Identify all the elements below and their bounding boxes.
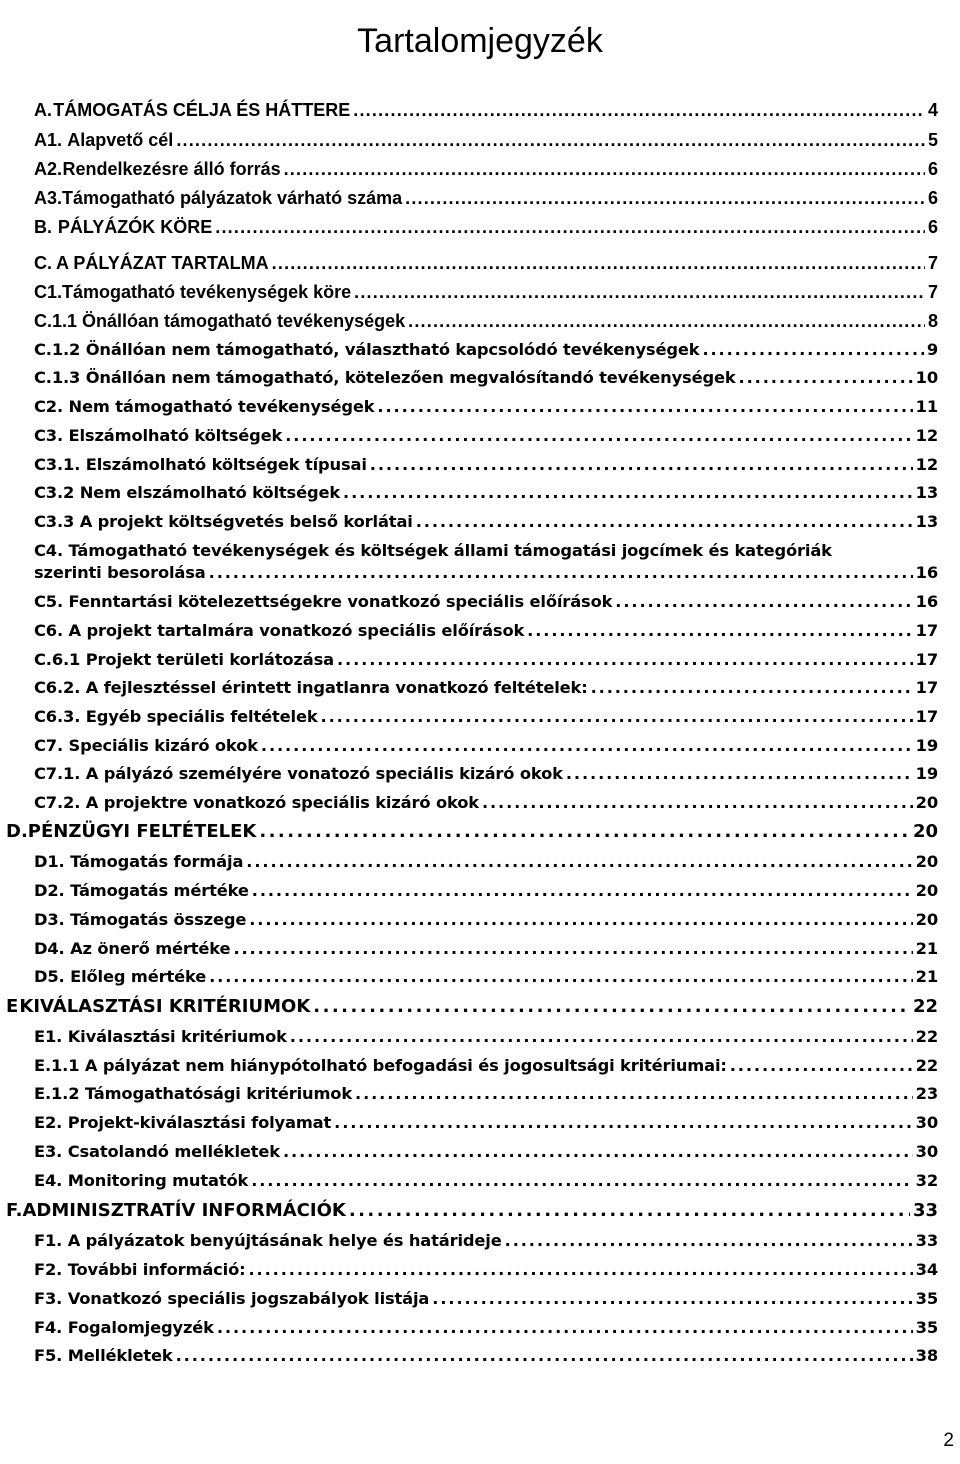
toc-entry[interactable] bbox=[34, 216, 938, 238]
toc-entry-label: Támogatható pályázatok várható száma bbox=[62, 188, 403, 208]
toc-entry-label: D4. Az önerő mértéke bbox=[34, 939, 231, 958]
toc-entry-number: A1. bbox=[34, 130, 63, 150]
toc-entry-number: C. bbox=[34, 253, 52, 273]
toc-entry-label: F4. Fogalomjegyzék bbox=[34, 1318, 214, 1337]
toc-entry-page: 20 bbox=[915, 881, 938, 900]
toc-entry-number: D. bbox=[6, 821, 28, 842]
toc-entry-label-continued: szerinti besorolása bbox=[34, 563, 206, 582]
toc-leader-dots bbox=[405, 187, 925, 209]
toc-entry-page: 20 bbox=[912, 821, 938, 842]
toc-entry[interactable] bbox=[34, 511, 938, 533]
toc-entry[interactable] bbox=[34, 792, 938, 814]
toc-leader-dots bbox=[615, 591, 912, 613]
toc-entry[interactable] bbox=[6, 1200, 938, 1222]
toc-entry[interactable] bbox=[34, 425, 938, 447]
toc-leader-dots bbox=[377, 396, 912, 418]
toc-entry[interactable] bbox=[34, 1026, 938, 1048]
toc-entry-page: 38 bbox=[915, 1346, 938, 1365]
toc-entry-label: Támogatható tevékenységek köre bbox=[62, 282, 352, 302]
toc-leader-dots bbox=[252, 880, 913, 902]
toc-entry-page: 20 bbox=[915, 910, 938, 929]
toc-entry-page: 35 bbox=[915, 1289, 938, 1308]
toc-entry-label: C.1.2 Önállóan nem támogatható, választható kapcsolódó tevékenységek bbox=[34, 340, 700, 359]
toc-entry-number: B. bbox=[34, 217, 52, 237]
toc-entry-page: 17 bbox=[915, 650, 938, 669]
toc-entry-label: C3.1. Elszámolható költségek típusai bbox=[34, 455, 367, 474]
toc-entry-page: 6 bbox=[927, 217, 938, 237]
toc-entry-label: C2. Nem támogatható tevékenységek bbox=[34, 397, 375, 416]
toc-leader-dots bbox=[209, 966, 913, 988]
toc-entry[interactable] bbox=[34, 1083, 938, 1105]
toc-entry-page: 16 bbox=[915, 563, 938, 582]
toc-leader-dots bbox=[343, 482, 913, 504]
toc-entry-page: 6 bbox=[927, 188, 938, 208]
toc-leader-dots bbox=[416, 511, 913, 533]
toc-entry-page: 22 bbox=[912, 996, 938, 1017]
toc-entry[interactable] bbox=[34, 1112, 938, 1134]
toc-entry-label: PÉNZÜGYI FELTÉTELEK bbox=[27, 821, 257, 842]
toc-entry-label: E2. Projekt-kiválasztási folyamat bbox=[34, 1113, 332, 1132]
toc-entry[interactable] bbox=[34, 851, 938, 873]
toc-entry-page: 11 bbox=[915, 397, 938, 416]
toc-entry[interactable] bbox=[34, 339, 938, 361]
toc-entry[interactable] bbox=[34, 706, 938, 728]
toc-leader-dots bbox=[217, 1317, 913, 1339]
toc-entry-page: 30 bbox=[915, 1142, 938, 1161]
toc-entry-label: C.1.1 Önállóan támogatható tevékenységek bbox=[34, 311, 406, 331]
toc-entry-number: A2. bbox=[34, 159, 63, 179]
toc-leader-dots bbox=[354, 281, 925, 303]
toc-leader-dots bbox=[432, 1288, 912, 1310]
toc-entry-label: C7.1. A pályázó személyére vonatozó speciális kizáró okok bbox=[34, 764, 563, 783]
toc-entry-label: C6. A projekt tartalmára vonatkozó speciális előírások bbox=[34, 621, 525, 640]
toc-entry-number: F. bbox=[6, 1200, 23, 1221]
toc-entry-label: D3. Támogatás összege bbox=[34, 910, 247, 929]
toc-entry-label: Rendelkezésre álló forrás bbox=[62, 159, 281, 179]
toc-entry-label: F1. A pályázatok benyújtásának helye és határideje bbox=[34, 1231, 502, 1250]
toc-entry-label: C5. Fenntartási kötelezettségekre vonatkozó speciális előírások bbox=[34, 592, 613, 611]
toc-entry-label: E3. Csatolandó mellékletek bbox=[34, 1142, 280, 1161]
toc-entry-page: 5 bbox=[927, 130, 938, 150]
toc-entry[interactable] bbox=[34, 129, 938, 151]
toc-leader-dots bbox=[730, 1055, 913, 1077]
toc-leader-dots bbox=[285, 425, 912, 447]
toc-leader-dots bbox=[313, 996, 910, 1018]
toc-entry[interactable] bbox=[34, 1141, 938, 1163]
toc-leader-dots bbox=[290, 1026, 913, 1048]
toc-entry-page: 17 bbox=[915, 621, 938, 640]
toc-entry-label: C3.2 Nem elszámolható költségek bbox=[34, 483, 341, 502]
toc-entry-page: 10 bbox=[915, 368, 938, 387]
toc-entry[interactable] bbox=[6, 996, 938, 1018]
toc-entry-label: KIVÁLASZTÁSI KRITÉRIUMOK bbox=[19, 996, 311, 1017]
toc-leader-dots bbox=[246, 851, 912, 873]
toc-entry[interactable] bbox=[34, 1345, 938, 1367]
toc-entry-page: 33 bbox=[912, 1200, 938, 1221]
toc-leader-dots bbox=[215, 216, 925, 238]
toc-entry-page: 22 bbox=[915, 1056, 938, 1075]
toc-entry-page: 4 bbox=[927, 100, 938, 120]
toc-entry-page: 9 bbox=[926, 340, 938, 359]
toc-leader-dots bbox=[284, 158, 925, 180]
toc-entry-label: TÁMOGATÁS CÉLJA ÉS HÁTTERE bbox=[53, 100, 351, 120]
toc-entry-label: D1. Támogatás formája bbox=[34, 852, 244, 871]
toc-entry-label: A PÁLYÁZAT TARTALMA bbox=[56, 253, 269, 273]
toc-entry-page: 7 bbox=[927, 253, 938, 273]
toc-entry-page: 6 bbox=[927, 159, 938, 179]
toc-entry[interactable] bbox=[34, 310, 938, 332]
toc-entry-label: Alapvető cél bbox=[67, 130, 174, 150]
toc-entry-page: 34 bbox=[915, 1260, 938, 1279]
toc-entry-page: 20 bbox=[915, 793, 938, 812]
toc-entry[interactable] bbox=[34, 99, 938, 121]
toc-leader-dots bbox=[739, 367, 913, 389]
toc-entry-label: PÁLYÁZÓK KÖRE bbox=[57, 217, 213, 237]
toc-entry-page: 7 bbox=[927, 282, 938, 302]
toc-leader-dots bbox=[233, 938, 912, 960]
toc-entry-label: F2. További információ: bbox=[34, 1260, 246, 1279]
toc-leader-dots bbox=[566, 763, 913, 785]
toc-entry-page: 30 bbox=[915, 1113, 938, 1132]
toc-leader-dots bbox=[176, 129, 925, 151]
toc-entry[interactable] bbox=[34, 158, 938, 180]
toc-entry[interactable] bbox=[34, 1317, 938, 1339]
toc-entry[interactable] bbox=[34, 482, 938, 504]
toc-entry-page: 33 bbox=[915, 1231, 938, 1250]
toc-entry[interactable] bbox=[34, 880, 938, 902]
toc-entry[interactable] bbox=[6, 821, 938, 843]
toc-entry[interactable] bbox=[34, 1288, 938, 1310]
toc-leader-dots bbox=[482, 792, 913, 814]
toc-leader-dots bbox=[408, 310, 925, 332]
page-number: 2 bbox=[943, 1430, 954, 1451]
toc-leader-dots bbox=[272, 252, 925, 274]
toc-entry[interactable] bbox=[34, 1230, 938, 1252]
toc-leader-dots bbox=[591, 677, 913, 699]
toc-entry[interactable] bbox=[34, 909, 938, 931]
toc-entry[interactable] bbox=[34, 966, 938, 988]
toc-leader-dots bbox=[355, 1083, 913, 1105]
toc-leader-dots bbox=[353, 99, 925, 121]
toc-entry-page: 13 bbox=[915, 512, 938, 531]
toc-entry[interactable] bbox=[34, 396, 938, 418]
toc-entry-label: C6.2. A fejlesztéssel érintett ingatlanra vonatkozó feltételek: bbox=[34, 678, 588, 697]
toc-entry-label: F5. Mellékletek bbox=[34, 1346, 173, 1365]
toc-entry[interactable] bbox=[34, 591, 938, 613]
toc-entry-label: C3. Elszámolható költségek bbox=[34, 426, 283, 445]
toc-entry-label: E.1.2 Támogathatósági kritériumok bbox=[34, 1084, 353, 1103]
toc-entry-page: 16 bbox=[915, 592, 938, 611]
toc-entry[interactable] bbox=[34, 1259, 938, 1281]
toc-entry-label: C3.3 A projekt költségvetés belső korlátai bbox=[34, 512, 413, 531]
toc-leader-dots bbox=[702, 339, 923, 361]
toc-leader-dots bbox=[505, 1230, 913, 1252]
toc-entry-label: E1. Kiválasztási kritériumok bbox=[34, 1027, 287, 1046]
toc-entry-label: D2. Támogatás mértéke bbox=[34, 881, 249, 900]
toc-entry-page: 35 bbox=[915, 1318, 938, 1337]
toc-entry[interactable] bbox=[34, 1170, 938, 1192]
toc-entry-number: E bbox=[6, 996, 19, 1017]
toc-leader-dots bbox=[527, 620, 912, 642]
toc-entry-number: A3. bbox=[34, 188, 63, 208]
toc-entry-page: 23 bbox=[915, 1084, 938, 1103]
toc-entry[interactable] bbox=[34, 735, 938, 757]
toc-entry[interactable] bbox=[34, 763, 938, 785]
toc-entry-page: 19 bbox=[915, 736, 938, 755]
toc-entry-page: 21 bbox=[915, 967, 938, 986]
toc-entry-page: 13 bbox=[915, 483, 938, 502]
toc-entry-label: E4. Monitoring mutatók bbox=[34, 1171, 249, 1190]
toc-entry-label: C4. Támogatható tevékenységek és költségek állami támogatási jogcímek és kategóriák bbox=[34, 541, 832, 560]
toc-entry[interactable] bbox=[34, 620, 938, 642]
toc-leader-dots bbox=[349, 1200, 910, 1222]
toc-entry-label: F3. Vonatkozó speciális jogszabályok listája bbox=[34, 1289, 430, 1308]
toc-entry[interactable] bbox=[34, 454, 938, 476]
toc-entry-page: 22 bbox=[915, 1027, 938, 1046]
page-title: Tartalomjegyzék bbox=[357, 21, 603, 60]
toc-entry[interactable] bbox=[34, 649, 938, 671]
toc-leader-dots bbox=[261, 735, 913, 757]
toc-entry-page: 32 bbox=[915, 1171, 938, 1190]
toc-entry-page: 21 bbox=[915, 939, 938, 958]
toc-entry[interactable] bbox=[34, 677, 938, 699]
toc-entry[interactable] bbox=[34, 252, 938, 274]
toc-entry[interactable] bbox=[34, 1055, 938, 1077]
toc-leader-dots bbox=[334, 1112, 913, 1134]
toc-entry-label: C7. Speciális kizáró okok bbox=[34, 736, 258, 755]
toc-entry-number: C1. bbox=[34, 282, 63, 302]
toc-entry-label: ADMINISZTRATÍV INFORMÁCIÓK bbox=[22, 1200, 346, 1221]
toc-entry-page: 12 bbox=[915, 455, 938, 474]
toc-entry-label: E.1.1 A pályázat nem hiánypótolható befogadási és jogosultsági kritériumai: bbox=[34, 1056, 727, 1075]
toc-entry[interactable] bbox=[34, 281, 938, 303]
toc-entry-label: C6.3. Egyéb speciális feltételek bbox=[34, 707, 318, 726]
toc-entry-number: A. bbox=[34, 100, 52, 120]
toc-leader-dots bbox=[283, 1141, 913, 1163]
toc-entry-label: C7.2. A projektre vonatkozó speciális kizáró okok bbox=[34, 793, 479, 812]
toc-leader-dots bbox=[321, 706, 913, 728]
toc-entry-page: 8 bbox=[927, 311, 938, 331]
toc-entry-page: 17 bbox=[915, 707, 938, 726]
toc-leader-dots bbox=[251, 1170, 912, 1192]
toc-leader-dots bbox=[176, 1345, 913, 1367]
toc-entry-page: 12 bbox=[915, 426, 938, 445]
toc-leader-dots bbox=[370, 454, 913, 476]
toc-entry[interactable] bbox=[34, 938, 938, 960]
toc-entry-page: 19 bbox=[915, 764, 938, 783]
toc-entry-page: 17 bbox=[915, 678, 938, 697]
toc-leader-dots bbox=[209, 562, 913, 584]
toc-leader-dots bbox=[259, 821, 910, 843]
toc-entry-label: D5. Előleg mértéke bbox=[34, 967, 207, 986]
toc-leader-dots bbox=[249, 1259, 913, 1281]
toc-entry-label: C.1.3 Önállóan nem támogatható, kötelezően megvalósítandó tevékenységek bbox=[34, 368, 736, 387]
toc-entry-label: C.6.1 Projekt területi korlátozása bbox=[34, 650, 334, 669]
toc-leader-dots bbox=[337, 649, 913, 671]
toc-entry[interactable] bbox=[34, 367, 938, 389]
toc-entry-page: 20 bbox=[915, 852, 938, 871]
toc-leader-dots bbox=[249, 909, 912, 931]
toc-entry[interactable] bbox=[34, 540, 954, 584]
toc-entry[interactable] bbox=[34, 187, 938, 209]
